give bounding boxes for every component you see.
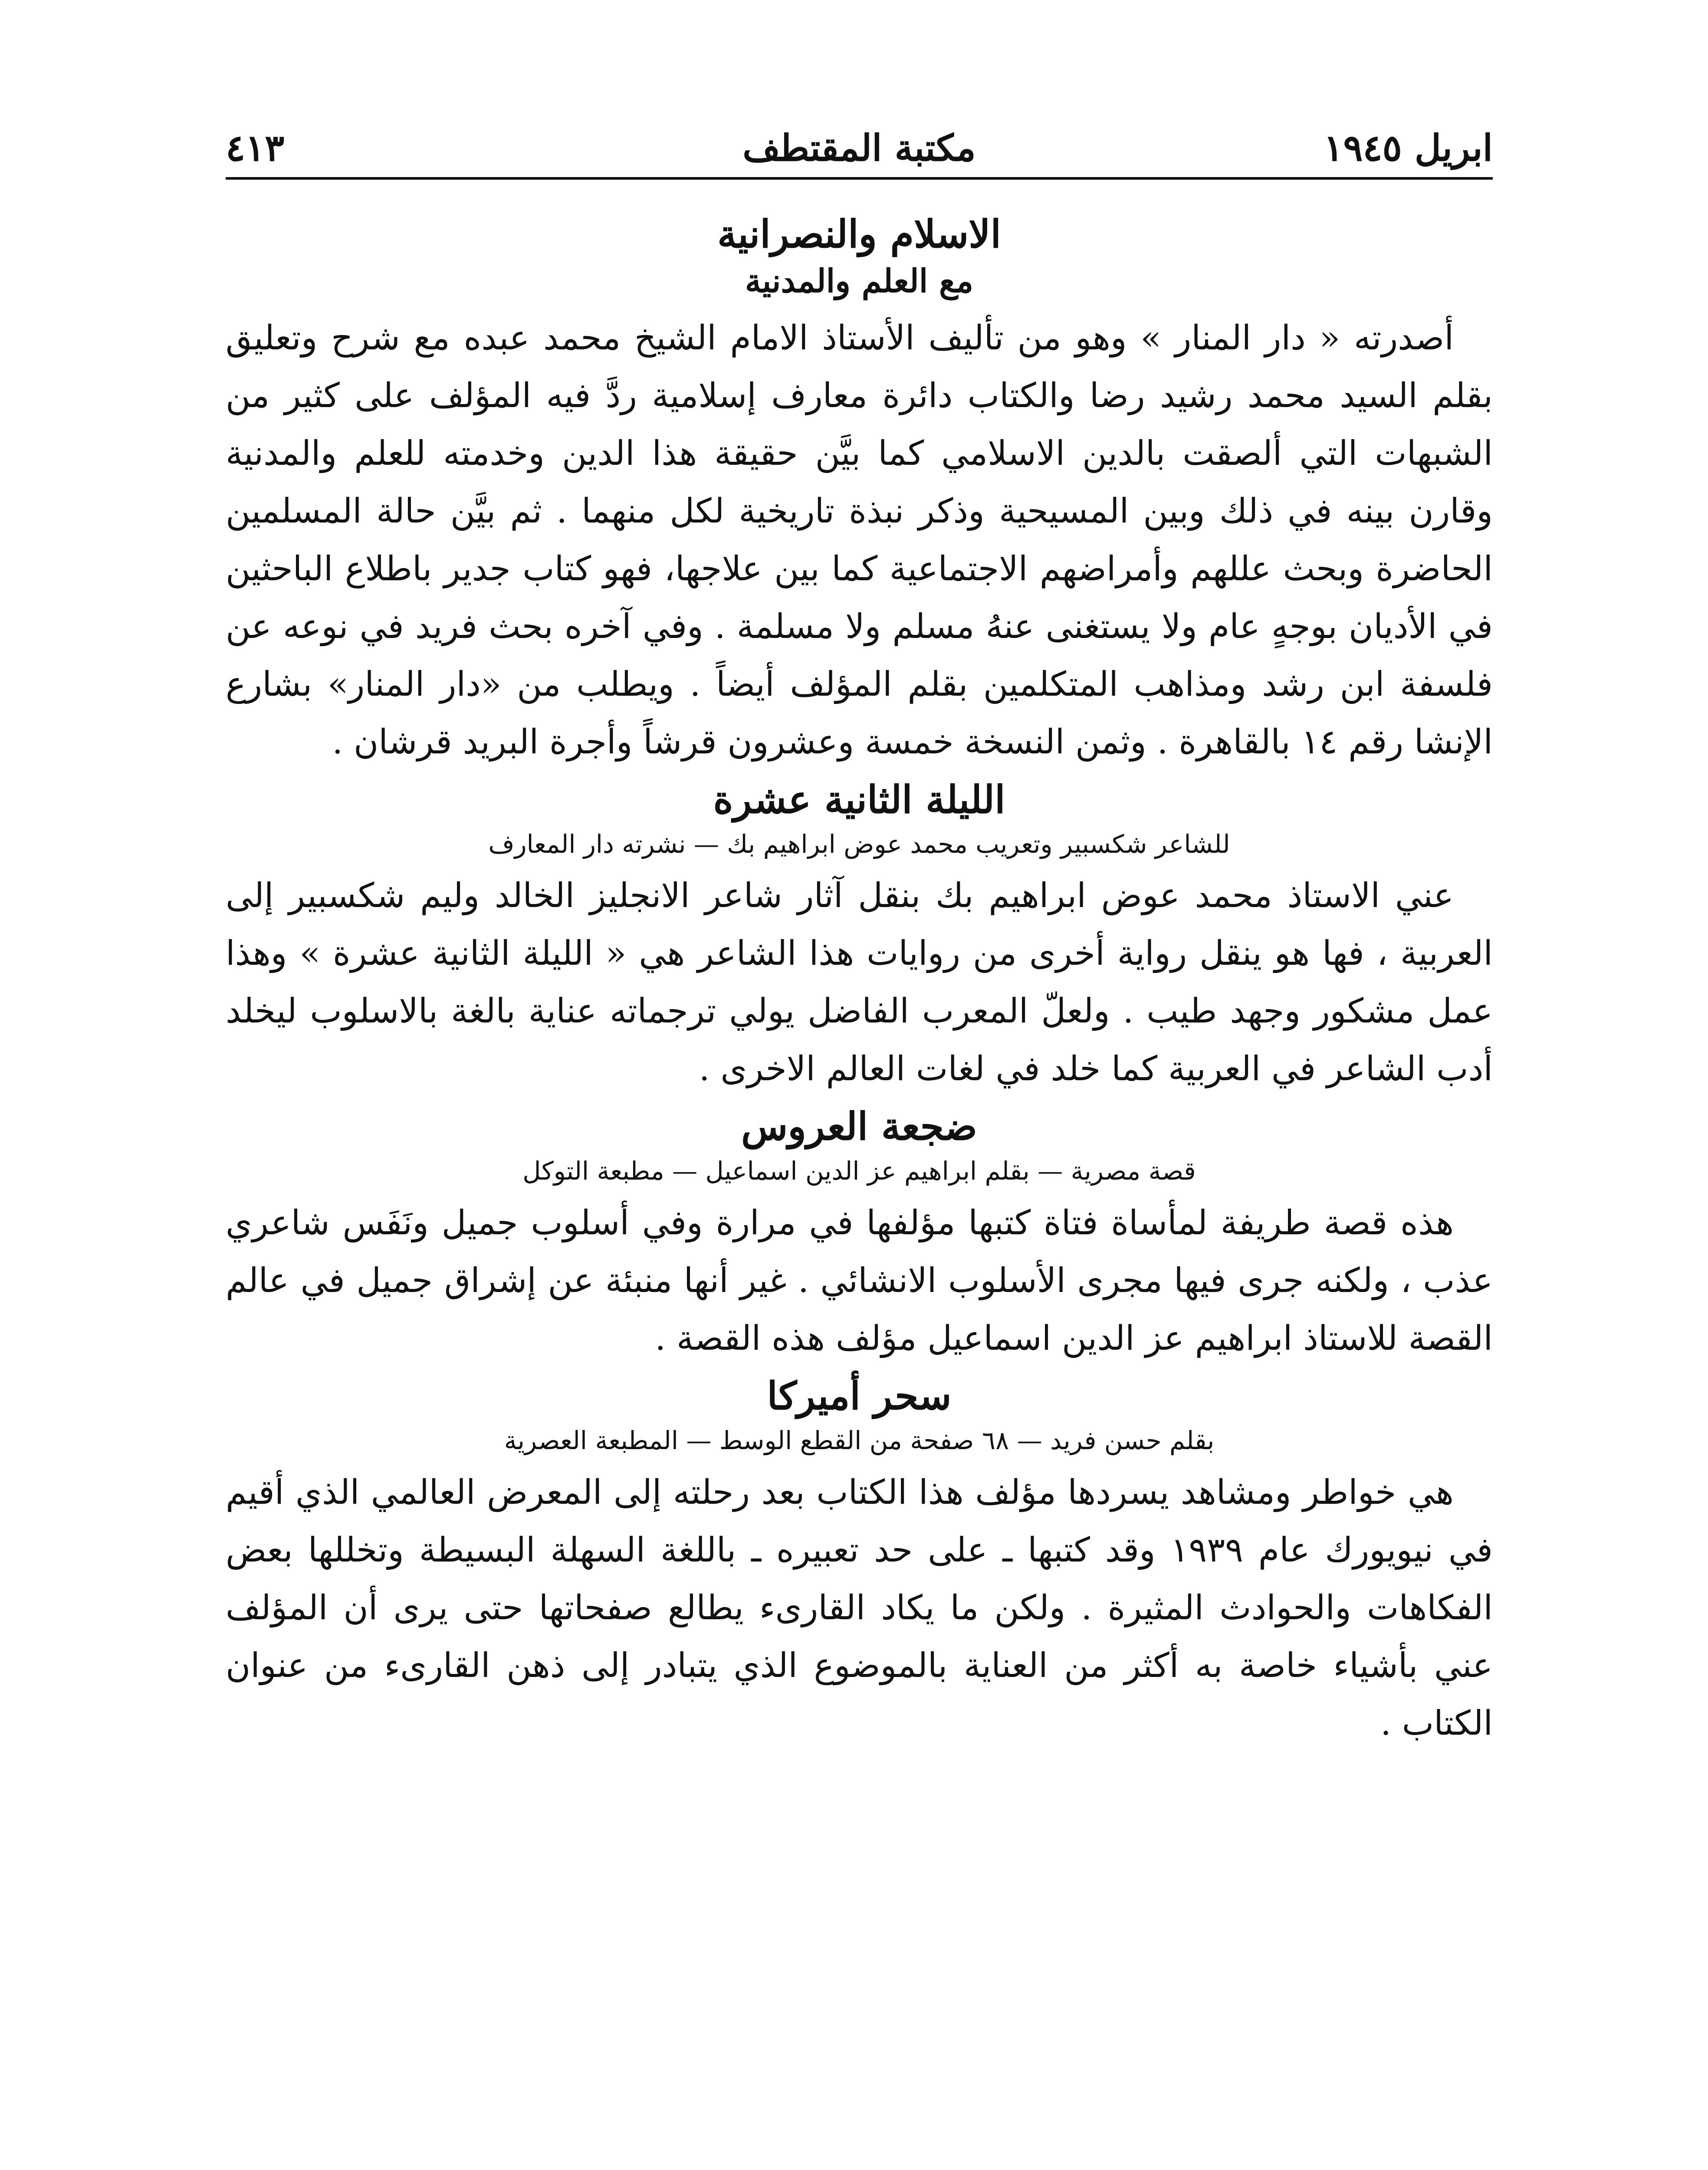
journal-page <box>226 95 1493 2170</box>
review-magic-of-america <box>226 1372 1493 1752</box>
review-title: الاسلام والنصرانية <box>717 211 1001 256</box>
review-body: هذه قصة طريفة لمأساة فتاة كتبها مؤلفها في مرارة وفي أسلوب جميل ونَفَس شاعري عذب ، ولكنه جرى فيها مجرى الأسلوب الانشائي . غير أنها منبئة عن إشراق جميل في عالم القصة للاستاذ ابراهيم عز الدين اسماعيل مؤلف هذه القصة . <box>226 1203 1493 1358</box>
journal-section-title: مكتبة المقتطف <box>742 126 976 169</box>
page-number: ٤١٣ <box>226 126 285 169</box>
review-body: عني الاستاذ محمد عوض ابراهيم بك بنقل آثار شاعر الانجليز الخالد وليم شكسبير إلى العربية ، فها هو ينقل رواية أخرى من روايات هذا الشاعر هي « الليلة الثانية عشرة » وهذا عمل مشكور وجهد طيب . ولعلّ المعرب الفاضل يولي ترجماته عناية بالغة بالاسلوب ليخلد أدب الشاعر في العربية كما خلد في لغات العالم الاخرى . <box>226 876 1493 1089</box>
review-subtitle: مع العلم والمدنية <box>745 263 974 300</box>
review-book-meta: للشاعر شكسبير وتعريب محمد عوض ابراهيم بك — نشرته دار المعارف <box>488 829 1230 859</box>
review-twelfth-night <box>226 776 1493 1098</box>
issue-date: ابريل ١٩٤٥ <box>1324 126 1493 169</box>
review-bride-bed <box>226 1102 1493 1368</box>
review-islam-christianity <box>226 210 1493 771</box>
review-title: ضجعة العروس <box>741 1104 977 1149</box>
running-head <box>226 95 1493 180</box>
review-book-meta: بقلم حسن فريد — ٦٨ صفحة من القطع الوسط — المطبعة العصرية <box>504 1425 1215 1455</box>
review-book-meta: قصة مصرية — بقلم ابراهيم عز الدين اسماعيل — مطبعة التوكل <box>522 1156 1196 1186</box>
review-body: هي خواطر ومشاهد يسردها مؤلف هذا الكتاب بعد رحلته إلى المعرض العالمي الذي أقيم في نيويورك عام ١٩٣٩ وقد كتبها ـ على حد تعبيره ـ باللغة السهلة البسيطة وتخللها بعض الفكاهات والحوادث المثيرة . ولكن ما يكاد القارىء يطالع صفحاتها حتى يرى أن المؤلف عني بأشياء خاصة به أكثر من العناية بالموضوع الذي يتبادر إلى ذهن القارىء من عنوان الكتاب . <box>226 1473 1493 1743</box>
review-body: أصدرته « دار المنار » وهو من تأليف الأستاذ الامام الشيخ محمد عبده مع شرح وتعليق بقلم السيد محمد رشيد رضا والكتاب دائرة معارف إسلامية ردَّ فيه المؤلف على كثير من الشبهات التي ألصقت بالدين الاسلامي كما بيَّن حقيقة هذا الدين وخدمته للعلم والمدنية وقارن بينه في ذلك وبين المسيحية وذكر نبذة تاريخية لكل منهما . ثم بيَّن حالة المسلمين الحاضرة وبحث عللهم وأمراضهم الاجتماعية كما بين علاجها، فهو كتاب جدير باطلاع الباحثين في الأديان بوجهٍ عام ولا يستغنى عنهُ مسلم ولا مسلمة . وفي آخره بحث فريد في نوعه عن فلسفة ابن رشد ومذاهب المتكلمين بقلم المؤلف أيضاً . ويطلب من «دار المنار» بشارع الإنشا رقم ١٤ بالقاهرة . وثمن النسخة خمسة وعشرون قرشاً وأجرة البريد قرشان . <box>226 318 1493 762</box>
review-title: الليلة الثانية عشرة <box>713 776 1005 822</box>
review-title: سحر أميركا <box>767 1373 952 1418</box>
